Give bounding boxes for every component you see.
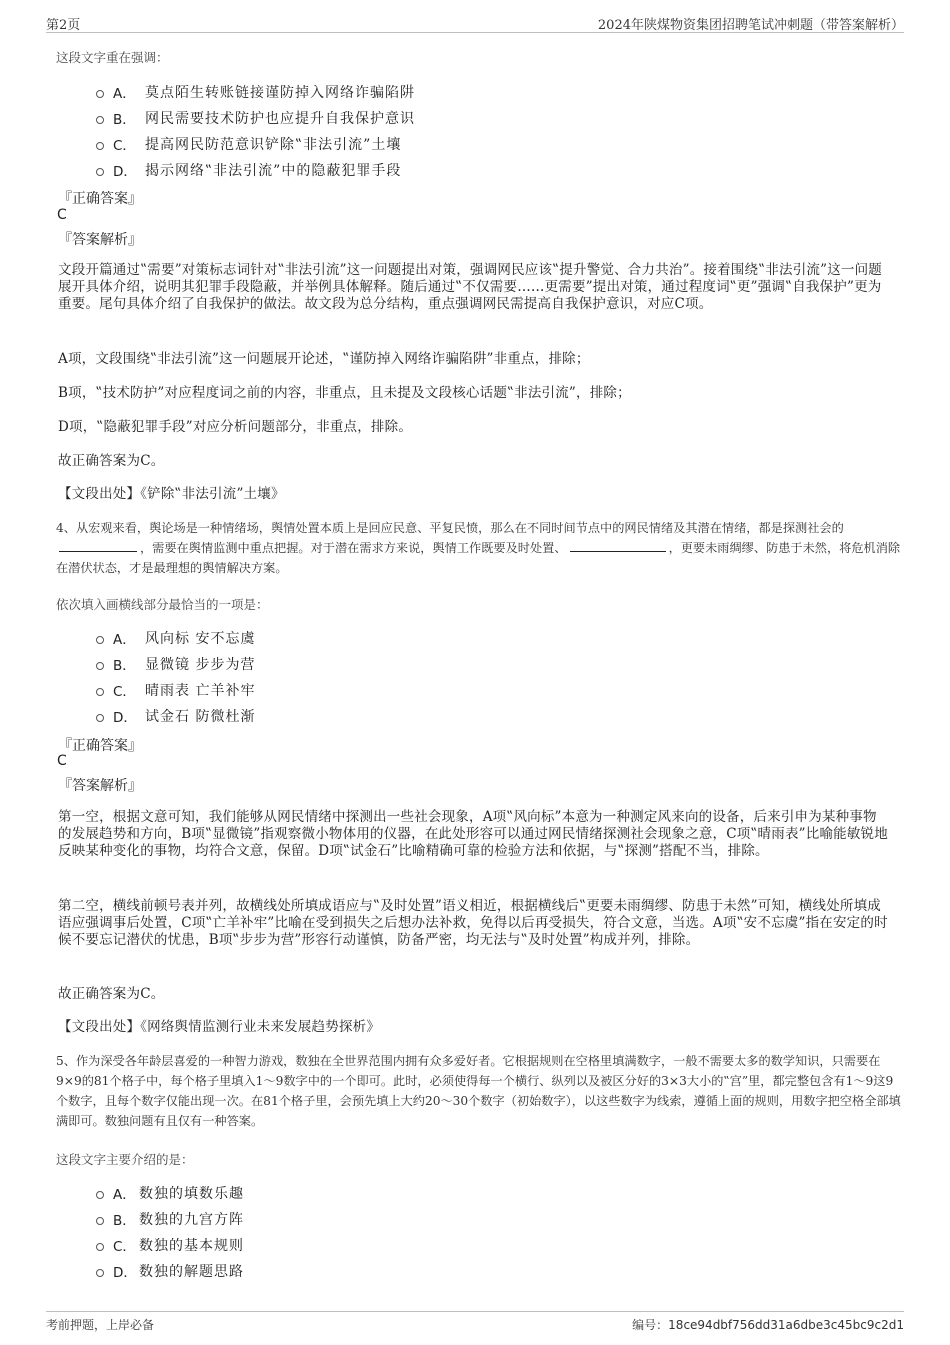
fill-blank — [570, 539, 666, 552]
fill-blank — [59, 539, 137, 552]
page-header — [46, 12, 904, 33]
option-text: 揭示网络‟非法引流”中的隐蔽犯罪手段 — [145, 163, 402, 179]
analysis-paragraph: D项，‟隐蔽犯罪手段”对应分析问题部分，非重点，排除。 — [58, 419, 413, 435]
source-reference: 【文段出处】《网络舆情监测行业未来发展趋势探析》 — [58, 1019, 381, 1035]
radio-icon[interactable] — [96, 714, 104, 722]
option-c[interactable] — [96, 680, 255, 700]
analysis-paragraph: 第二空，横线前顿号表并列，故横线处所填成语应与‟及时处置”语义相近，根据横线后‟更要未雨绸缪、防患于未然”可知，横线处所填成语应强调事后处置，C项‟亡羊补牢”比喻在受到损失之后想办法补救，免得以后再受损失，符合文意，当选。A项‟安不忘虞”指在安定的时候不要忘记潜伏的忧患，B项‟步步为营”形容行动谨慎，防备严密，均无法与‟及时处置”构成并列，排除。 — [58, 898, 888, 948]
option-a[interactable] — [96, 628, 255, 648]
option-letter: C． — [113, 1239, 136, 1255]
option-text: 风向标 安不忘虞 — [145, 631, 256, 647]
option-d[interactable] — [96, 1261, 244, 1281]
stem-text: ，需要在舆情监测中重点把握。对于潜在需求方来说，舆情工作既要及时处置、 — [140, 541, 567, 555]
option-c[interactable] — [96, 134, 401, 154]
source-reference: 【文段出处】《铲除‟非法引流”土壤》 — [58, 486, 285, 502]
option-text: 数独的填数乐趣 — [139, 1186, 244, 1202]
option-letter: A． — [113, 86, 136, 102]
question-prompt: 这段文字主要介绍的是： — [56, 1152, 194, 1167]
question-prompt: 依次填入画横线部分最恰当的一项是： — [56, 597, 269, 612]
option-letter: C． — [113, 684, 136, 700]
option-b[interactable] — [96, 654, 255, 674]
question-stem — [56, 518, 904, 578]
question-stem: 5、作为深受各年龄层喜爱的一种智力游戏，数独在全世界范围内拥有众多爱好者。它根据规则在空格里填满数字，一般不需要太多的数学知识，只需要在9×9的81个格子中，每个格子里填入1～9数字中的一个即可。此时，必须使得每一个横行、纵列以及被区分好的3×3大小的‟宫”里，都完整包含有1～9这9个数字，且每个数字仅能出现一次。在81个格子里，会预先填上大约20～30个数字（初始数字），以这些数字为线索，遵循上面的规则，用数字把空格全部填满即可。数独问题有且仅有一种答案。 — [56, 1054, 901, 1128]
analysis-label: 『答案解析』 — [58, 232, 142, 248]
analysis-paragraph: B项，‟技术防护”对应程度词之前的内容，非重点，且未提及文段核心话题‟非法引流”，排除； — [58, 385, 631, 401]
option-a[interactable] — [96, 1183, 244, 1203]
option-text: 数独的解题思路 — [139, 1264, 244, 1280]
option-letter: D． — [113, 710, 137, 726]
option-text: 莫点陌生转账链接谨防掉入网络诈骗陷阱 — [145, 85, 415, 101]
radio-icon[interactable] — [96, 142, 104, 150]
radio-icon[interactable] — [96, 1191, 104, 1199]
option-text: 提高网民防范意识铲除‟非法引流”土壤 — [145, 137, 402, 153]
option-letter: C． — [113, 138, 136, 154]
option-letter: B． — [113, 112, 136, 128]
radio-icon[interactable] — [96, 688, 104, 696]
option-text: 晴雨表 亡羊补牢 — [145, 683, 256, 699]
analysis-paragraph: 故正确答案为C。 — [58, 453, 165, 469]
option-d[interactable] — [96, 160, 401, 180]
option-letter: A． — [113, 1187, 136, 1203]
stem-text: 4、从宏观来看，舆论场是一种情绪场，舆情处置本质上是回应民意、平复民愤，那么在不同时间节点中的网民情绪及其潜在情绪，都是探测社会的 — [56, 521, 844, 535]
option-letter: D． — [113, 164, 137, 180]
option-a[interactable] — [96, 82, 415, 102]
option-text: 试金石 防微杜渐 — [145, 709, 256, 725]
question-prompt: 这段文字重在强调： — [56, 50, 169, 65]
radio-icon[interactable] — [96, 90, 104, 98]
radio-icon[interactable] — [96, 1217, 104, 1225]
page-footer — [46, 1311, 904, 1334]
correct-answer-label: 『正确答案』 — [58, 738, 142, 754]
option-text: 数独的基本规则 — [139, 1238, 244, 1254]
footer-slogan: 考前押题，上岸必备 — [46, 1318, 155, 1332]
document-code — [632, 1316, 904, 1333]
radio-icon[interactable] — [96, 636, 104, 644]
radio-icon[interactable] — [96, 116, 104, 124]
document-title: 2024年陕煤物资集团招聘笔试冲刺题（带答案解析） — [597, 18, 904, 33]
option-text: 显微镜 步步为营 — [145, 657, 256, 673]
correct-answer-label: 『正确答案』 — [58, 191, 142, 207]
radio-icon[interactable] — [96, 662, 104, 670]
analysis-paragraph: A项，文段围绕‟非法引流”这一问题展开论述，‟谨防掉入网络诈骗陷阱”非重点，排除； — [58, 351, 590, 367]
analysis-paragraph: 故正确答案为C。 — [58, 986, 165, 1002]
correct-answer: C — [57, 753, 67, 769]
analysis-paragraph: 第一空，根据文意可知，我们能够从网民情绪中探测出一些社会现象，A项‟风向标”本意为一种测定风来向的设备，后来引申为某种事物的发展趋势和方向，B项‟显微镜”指观察微小物体用的仪器，在此处形容可以通过网民情绪探测社会现象之意，C项‟晴雨表”比喻能敏锐地反映某种变化的事物，均符合文意，保留。D项‟试金石”比喻精确可靠的检验方法和依据，与‟探测”搭配不当，排除。 — [58, 809, 888, 859]
radio-icon[interactable] — [96, 1269, 104, 1277]
analysis-label: 『答案解析』 — [58, 778, 142, 794]
option-b[interactable] — [96, 1209, 244, 1229]
correct-answer: C — [57, 207, 67, 223]
option-c[interactable] — [96, 1235, 244, 1255]
radio-icon[interactable] — [96, 1243, 104, 1251]
stem-text: ，更要未雨绸缪、防患于未然，将危机消除在潜伏状态，才是最理想的舆情解决方案。 — [56, 541, 901, 575]
code-label: 编号： — [632, 1318, 669, 1332]
option-text: 网民需要技术防护也应提升自我保护意识 — [145, 111, 415, 127]
option-letter: B． — [113, 1213, 136, 1229]
option-d[interactable] — [96, 706, 255, 726]
radio-icon[interactable] — [96, 168, 104, 176]
code-value: 18ce94dbf756dd31a6dbe3c45bc9c2d1 — [668, 1318, 904, 1332]
page-number: 第2页 — [46, 18, 81, 33]
option-letter: A． — [113, 632, 136, 648]
option-letter: B． — [113, 658, 136, 674]
option-text: 数独的九宫方阵 — [139, 1212, 244, 1228]
option-letter: D． — [113, 1265, 137, 1281]
option-b[interactable] — [96, 108, 415, 128]
analysis-paragraph: 文段开篇通过‟需要”对策标志词针对‟非法引流”这一问题提出对策，强调网民应该‟提升警觉、合力共治”。接着围绕‟非法引流”这一问题展开具体介绍，说明其犯罪手段隐蔽，并举例具体解释。随后通过‟不仅需要……更需要”提出对策，通过程度词‟更”强调‟自我保护”更为重要。尾句具体介绍了自我保护的做法。故文段为总分结构，重点强调网民需提高自我保护意识，对应C项。 — [58, 262, 883, 312]
